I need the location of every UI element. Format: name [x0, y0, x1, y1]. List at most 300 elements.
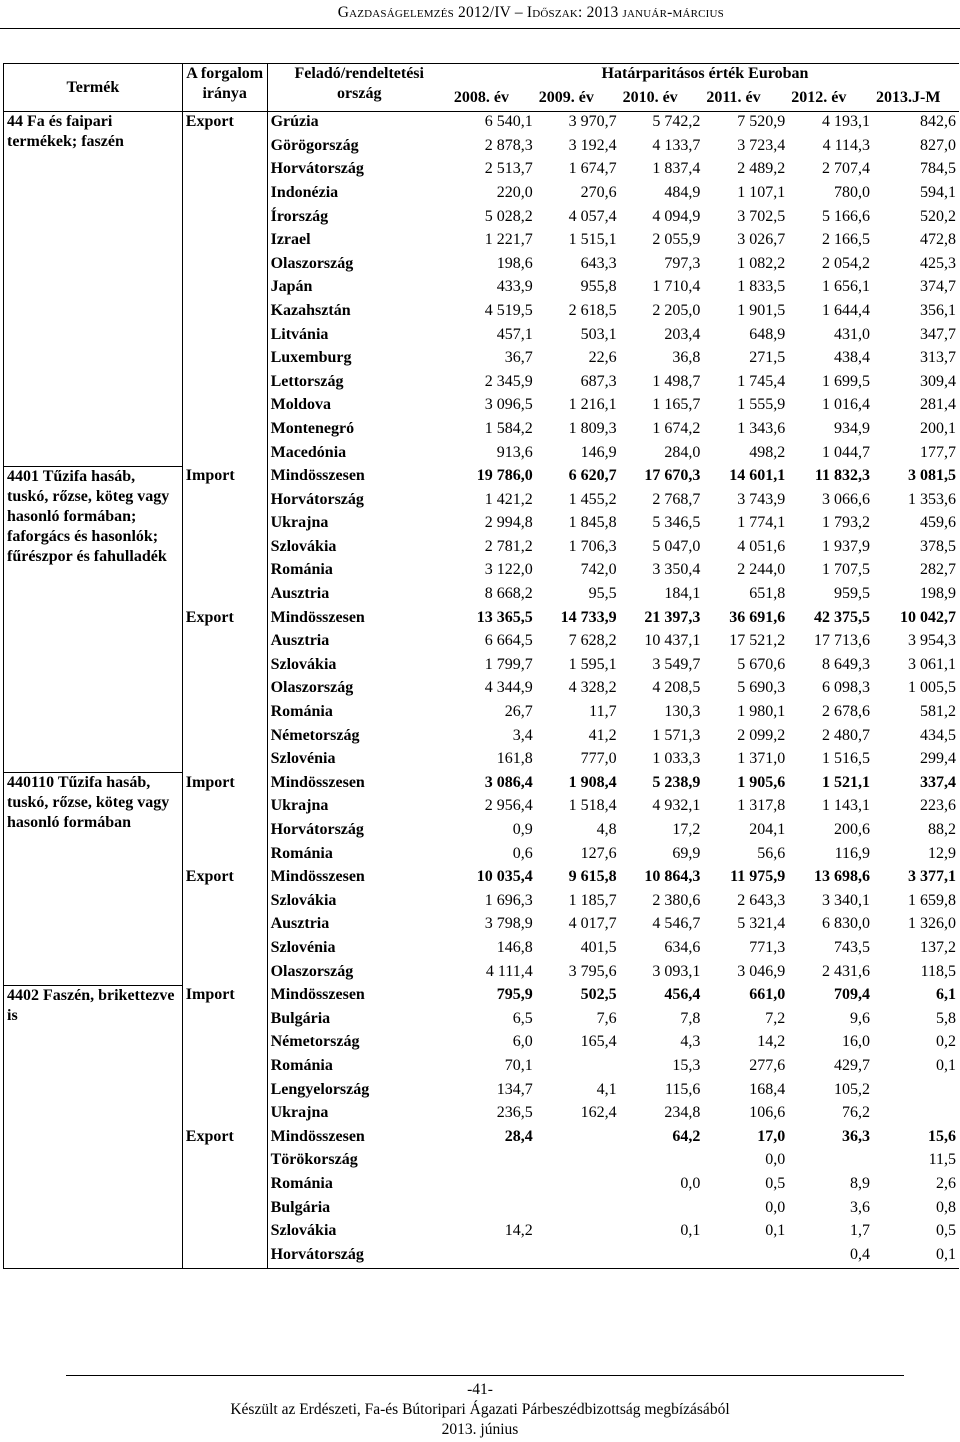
value-cell: 137,2: [920, 938, 956, 956]
value-cell: 13 365,5: [476, 608, 533, 626]
value-cell: 1 710,4: [652, 278, 701, 296]
value-cell: 0,1: [873, 1245, 959, 1269]
value-cell: 459,6: [920, 514, 956, 532]
value-cell: 17 670,3: [644, 467, 701, 485]
country-name: Szlovénia: [270, 750, 336, 768]
value-cell: 11 975,9: [730, 868, 786, 886]
value-cell: 15,3: [672, 1056, 701, 1074]
value-cell: 3,6: [850, 1198, 871, 1216]
footer-line-1: Készült az Erdészeti, Fa-és Bútoripari Ágazati Párbeszédbizottság megbízásából: [230, 1401, 730, 1418]
product-name: 44 Fa és faipari termékek; faszén: [4, 112, 183, 466]
value-cell: 1 165,7: [652, 396, 701, 414]
value-cell: 374,7: [920, 278, 956, 296]
col-year: 2011. év: [703, 88, 788, 112]
footer-page-number: -41-: [467, 1381, 493, 1398]
country-name: Kazahsztán: [270, 301, 351, 319]
value-cell: 36 691,6: [729, 608, 786, 626]
country-name: Horvátország: [270, 821, 364, 838]
value-cell: 1 555,9: [737, 396, 786, 414]
value-cell: 1 674,7: [568, 160, 617, 178]
value-cell: 780,0: [834, 183, 871, 201]
country-name: Grúzia: [270, 113, 319, 131]
value-cell: 5 742,2: [652, 113, 701, 131]
value-cell: 433,9: [496, 278, 533, 296]
value-cell: 2 878,3: [484, 136, 533, 154]
value-cell: 4 057,4: [568, 207, 617, 225]
value-cell: 1 221,7: [484, 231, 533, 249]
value-cell: 5 346,5: [652, 514, 701, 532]
table-row: [4, 773, 960, 797]
value-cell: 784,5: [920, 160, 956, 178]
value-cell: 1 793,2: [822, 514, 871, 532]
value-cell: 6,1: [936, 986, 956, 1004]
value-cell: 234,8: [664, 1104, 701, 1122]
value-cell: 4 519,5: [484, 301, 533, 319]
value-cell: 5 047,0: [652, 537, 701, 555]
value-cell: 1 674,2: [652, 419, 701, 437]
value-cell: 0,4: [788, 1245, 873, 1269]
value-cell: 1 343,6: [737, 419, 786, 437]
value-cell: 1 515,1: [568, 231, 617, 249]
value-cell: 2 205,0: [652, 301, 701, 319]
value-cell: 1 707,5: [822, 561, 871, 579]
value-cell: 3 340,1: [822, 891, 871, 909]
value-cell: 502,5: [580, 986, 617, 1004]
country-name: Lettország: [270, 372, 344, 390]
value-cell: 3 061,1: [908, 655, 956, 673]
value-cell: 842,6: [920, 113, 956, 131]
value-cell: 4 017,7: [568, 915, 617, 933]
value-cell: 503,1: [580, 325, 617, 343]
value-cell: 4 133,7: [652, 136, 701, 154]
value-cell: 282,7: [920, 561, 956, 579]
value-cell: 3 795,6: [568, 962, 617, 980]
value-cell: 7,8: [680, 1009, 701, 1027]
value-cell: 1 799,7: [484, 655, 533, 673]
direction-label: Export: [182, 608, 267, 773]
value-cell: 378,5: [920, 537, 956, 555]
value-cell: [620, 1198, 704, 1222]
direction-label: Import: [182, 466, 267, 608]
country-name: Izrael: [270, 231, 311, 249]
product-name: 4401 Tűzifa hasáb, tuskó, rőzse, köteg vagy hasonló formában; faforgács és hasonlók; fűrészpor és fahulladék: [4, 466, 183, 773]
value-cell: 284,0: [664, 443, 701, 461]
value-cell: 6 830,0: [822, 915, 871, 933]
country-name: Törökország: [270, 1151, 358, 1169]
value-cell: 431,0: [834, 325, 871, 343]
value-cell: 1 937,9: [822, 537, 871, 555]
direction-label: Export: [182, 112, 267, 466]
value-cell: 1 644,4: [822, 301, 871, 319]
value-cell: 1 353,6: [908, 490, 956, 508]
value-cell: 184,1: [664, 585, 701, 603]
country-name: Bulgária: [270, 1198, 331, 1216]
value-cell: 2 768,7: [652, 490, 701, 508]
value-cell: 313,7: [920, 349, 956, 367]
value-cell: [536, 1174, 620, 1198]
direction-label: Import: [182, 773, 267, 867]
value-cell: 797,3: [664, 254, 701, 272]
value-cell: 594,1: [920, 183, 956, 201]
value-cell: 456,4: [664, 986, 701, 1004]
value-cell: 472,8: [920, 231, 956, 249]
value-cell: 3 549,7: [652, 655, 701, 673]
country-name: Macedónia: [270, 443, 347, 461]
value-cell: 827,0: [920, 136, 956, 154]
value-cell: 13 698,6: [814, 868, 871, 886]
value-cell: 648,9: [749, 325, 786, 343]
value-cell: 2 480,7: [822, 726, 871, 744]
value-cell: 6,5: [512, 1009, 533, 1027]
value-cell: 6,0: [512, 1033, 533, 1051]
value-cell: 934,9: [834, 419, 871, 437]
value-cell: 236,5: [496, 1104, 533, 1122]
value-cell: 4 094,9: [652, 207, 701, 225]
value-cell: 2 489,2: [737, 160, 786, 178]
country-name: Németország: [270, 1033, 360, 1051]
value-cell: 1 044,7: [822, 443, 871, 461]
value-cell: 643,3: [580, 254, 617, 272]
value-cell: 2 244,0: [737, 561, 786, 579]
value-cell: 2 380,6: [652, 891, 701, 909]
value-cell: 4 932,1: [652, 797, 701, 815]
product-name: 4402 Faszén, brikettezve is: [4, 985, 183, 1269]
value-cell: 16,0: [842, 1033, 871, 1051]
value-cell: [788, 1150, 873, 1174]
value-cell: 955,8: [580, 278, 617, 296]
value-cell: 2,6: [936, 1174, 956, 1192]
value-cell: 3 702,5: [737, 207, 786, 225]
value-cell: 281,4: [920, 396, 956, 414]
col-direction: A forgalom iránya: [182, 64, 267, 112]
value-cell: 1 809,3: [568, 419, 617, 437]
value-cell: 425,3: [920, 254, 956, 272]
value-cell: 1 571,3: [652, 726, 701, 744]
value-cell: 3 096,5: [484, 396, 533, 414]
value-cell: 162,4: [580, 1104, 617, 1122]
value-cell: 0,5: [936, 1222, 956, 1240]
value-cell: 1 774,1: [737, 514, 786, 532]
value-cell: 165,4: [580, 1033, 617, 1051]
table-row: [4, 466, 960, 490]
value-cell: 21 397,3: [644, 608, 701, 626]
value-cell: 7,6: [596, 1009, 617, 1027]
value-cell: 709,4: [834, 986, 871, 1004]
value-cell: 106,6: [749, 1104, 786, 1122]
value-cell: 7 628,2: [568, 632, 617, 650]
header-title: Gazdaságelemzés 2012/IV – Időszak: 2013 január-március: [337, 4, 724, 21]
value-cell: 1 143,1: [822, 797, 871, 815]
value-cell: 17,2: [672, 821, 701, 838]
value-cell: 28,4: [504, 1127, 533, 1145]
value-cell: 1 699,5: [822, 372, 871, 390]
value-cell: 2 054,2: [822, 254, 871, 272]
value-cell: 69,9: [672, 844, 701, 862]
value-cell: 1 595,1: [568, 655, 617, 673]
value-cell: 277,6: [749, 1056, 786, 1074]
table-body: [4, 112, 960, 1269]
value-cell: 2 345,9: [484, 372, 533, 390]
value-cell: 11,5: [928, 1151, 956, 1169]
value-cell: 6 098,3: [822, 679, 871, 697]
country-name: Szlovákia: [270, 891, 337, 909]
value-cell: [620, 1150, 704, 1174]
value-cell: [536, 1221, 620, 1245]
value-cell: [451, 1150, 536, 1174]
country-name: Mindösszesen: [270, 868, 365, 886]
country-name: Lengyelország: [270, 1080, 370, 1098]
value-cell: 14 601,1: [729, 467, 786, 485]
country-name: Olaszország: [270, 254, 354, 272]
value-cell: 12,9: [928, 844, 956, 862]
trade-table: [3, 63, 959, 1269]
value-cell: 3 192,4: [568, 136, 617, 154]
country-name: Mindösszesen: [270, 1127, 365, 1145]
footer-line-2: 2013. június: [441, 1421, 519, 1438]
value-cell: 0,2: [936, 1033, 956, 1051]
value-cell: 22,6: [588, 349, 617, 367]
country-name: Írország: [270, 207, 329, 225]
value-cell: 36,3: [842, 1127, 871, 1145]
value-cell: 10 864,3: [644, 868, 701, 886]
value-cell: 168,4: [749, 1080, 786, 1098]
country-name: Horvátország: [270, 490, 364, 508]
value-cell: 7,2: [765, 1009, 786, 1027]
value-cell: 200,6: [834, 821, 871, 838]
country-name: Mindösszesen: [270, 608, 365, 626]
value-cell: 434,5: [920, 726, 956, 744]
value-cell: 14,2: [504, 1222, 533, 1240]
value-cell: [620, 1245, 704, 1269]
country-name: Románia: [270, 703, 333, 721]
value-cell: 115,6: [664, 1080, 701, 1098]
value-cell: 347,7: [920, 325, 956, 343]
value-cell: 42 375,5: [814, 608, 871, 626]
value-cell: 0,1: [936, 1056, 956, 1074]
country-name: Ausztria: [270, 915, 330, 933]
value-cell: 438,4: [834, 349, 871, 367]
country-name: Szlovákia: [270, 1222, 337, 1240]
value-cell: 11,7: [589, 703, 617, 721]
value-cell: 1 326,0: [908, 915, 956, 933]
direction-label: Export: [182, 1127, 267, 1269]
value-cell: 14,2: [757, 1033, 786, 1051]
value-cell: 1 518,4: [568, 797, 617, 815]
value-cell: 2 781,2: [484, 537, 533, 555]
country-name: Indonézia: [270, 183, 339, 201]
value-cell: [703, 1245, 788, 1269]
value-cell: 130,3: [664, 703, 701, 721]
value-cell: 4,3: [680, 1033, 701, 1051]
value-cell: 1 837,4: [652, 160, 701, 178]
col-year: 2013.J-M: [873, 88, 959, 112]
value-cell: 41,2: [588, 726, 617, 744]
value-cell: 6 540,1: [484, 113, 533, 131]
col-country: Feladó/rendeltetési ország: [267, 64, 451, 112]
value-cell: 1 833,5: [737, 278, 786, 296]
country-name: Mindösszesen: [270, 773, 365, 791]
value-cell: 771,3: [749, 938, 786, 956]
value-cell: 5 166,6: [822, 207, 871, 225]
direction-label: Export: [182, 867, 267, 985]
value-cell: 687,3: [580, 372, 617, 390]
value-cell: 4 111,4: [485, 962, 533, 980]
value-cell: 520,2: [920, 207, 956, 225]
value-cell: 401,5: [580, 938, 617, 956]
value-cell: 220,0: [496, 183, 533, 201]
country-name: Románia: [270, 844, 333, 862]
value-cell: 0,1: [765, 1222, 786, 1240]
value-cell: 17,0: [757, 1127, 786, 1145]
value-cell: 10 035,4: [476, 868, 533, 886]
value-cell: 8,9: [850, 1174, 871, 1192]
value-cell: 795,9: [496, 986, 533, 1004]
country-name: Románia: [270, 1174, 333, 1192]
country-name: Szlovákia: [270, 655, 337, 673]
value-cell: 742,0: [580, 561, 617, 579]
footer-rule: [66, 1375, 904, 1376]
value-cell: 15,6: [928, 1127, 956, 1145]
country-name: Ukrajna: [270, 1104, 329, 1122]
value-cell: 1 908,4: [568, 773, 617, 791]
value-cell: 661,0: [749, 986, 786, 1004]
value-cell: 9,6: [850, 1009, 871, 1027]
value-cell: 1 845,8: [568, 514, 617, 532]
value-cell: 3 081,5: [908, 467, 956, 485]
value-cell: 161,8: [496, 750, 533, 768]
country-name: Szlovénia: [270, 938, 336, 956]
value-cell: 3 066,6: [822, 490, 871, 508]
value-cell: 3,4: [512, 726, 533, 744]
value-cell: 651,8: [749, 585, 786, 603]
value-cell: 118,5: [920, 962, 956, 980]
value-cell: 88,2: [928, 821, 956, 838]
value-cell: 2 956,4: [484, 797, 533, 815]
header-row-1: [4, 64, 960, 88]
value-cell: [536, 1127, 620, 1151]
country-name: Olaszország: [270, 679, 354, 697]
value-cell: 5 321,4: [737, 915, 786, 933]
value-cell: 2 099,2: [737, 726, 786, 744]
country-name: Horvátország: [270, 160, 364, 178]
value-cell: 3 743,9: [737, 490, 786, 508]
country-name: Montenegró: [270, 419, 355, 437]
value-cell: 457,1: [496, 325, 533, 343]
value-cell: [451, 1245, 536, 1269]
country-name: Japán: [270, 278, 313, 296]
col-year: 2012. év: [788, 88, 873, 112]
value-cell: 1 016,4: [822, 396, 871, 414]
table-row: [4, 985, 960, 1009]
country-name: Görögország: [270, 136, 359, 154]
value-cell: 429,7: [834, 1056, 871, 1074]
value-cell: 3 086,4: [484, 773, 533, 791]
page-header: [0, 0, 960, 34]
value-cell: 4,8: [596, 821, 617, 838]
value-cell: 4 208,5: [652, 679, 701, 697]
value-cell: 1 185,7: [568, 891, 617, 909]
value-cell: 11 832,3: [814, 467, 871, 485]
value-cell: 4 051,6: [737, 537, 786, 555]
value-cell: 1 745,4: [737, 372, 786, 390]
value-cell: 634,6: [664, 938, 701, 956]
value-cell: 3 798,9: [484, 915, 533, 933]
value-cell: 95,5: [588, 585, 617, 603]
value-cell: 3 377,1: [908, 868, 956, 886]
value-cell: 4 344,9: [484, 679, 533, 697]
value-cell: 1 371,0: [737, 750, 786, 768]
value-cell: 8 649,3: [822, 655, 871, 673]
value-cell: 1 317,8: [737, 797, 786, 815]
value-cell: 0,0: [765, 1151, 786, 1169]
header-rule: [0, 28, 960, 29]
value-cell: 0,0: [765, 1198, 786, 1216]
col-year: 2009. év: [536, 88, 620, 112]
value-cell: 8 668,2: [484, 585, 533, 603]
value-cell: 7 520,9: [737, 113, 786, 131]
value-cell: 6 620,7: [568, 467, 617, 485]
value-cell: 1 656,1: [822, 278, 871, 296]
value-cell: 76,2: [842, 1104, 871, 1122]
country-name: Mindösszesen: [270, 986, 365, 1004]
value-cell: 1 521,1: [822, 773, 871, 791]
value-cell: 0,9: [512, 821, 533, 838]
value-cell: 17 521,2: [729, 632, 786, 650]
value-cell: 1 706,3: [568, 537, 617, 555]
value-cell: 4 546,7: [652, 915, 701, 933]
value-cell: [451, 1198, 536, 1222]
value-cell: 3 954,3: [908, 632, 956, 650]
value-cell: 0,6: [512, 844, 533, 862]
value-cell: 70,1: [504, 1056, 533, 1074]
value-cell: 36,7: [504, 349, 533, 367]
value-cell: 203,4: [664, 325, 701, 343]
value-cell: 1 516,5: [822, 750, 871, 768]
value-cell: 5 670,6: [737, 655, 786, 673]
country-name: Németország: [270, 726, 360, 744]
value-cell: 2 643,3: [737, 891, 786, 909]
value-cell: 959,5: [834, 585, 871, 603]
value-cell: 484,9: [664, 183, 701, 201]
value-cell: 3 093,1: [652, 962, 701, 980]
value-cell: 2 618,5: [568, 301, 617, 319]
country-name: Szlovákia: [270, 537, 337, 555]
value-cell: 270,6: [580, 183, 617, 201]
value-cell: 177,7: [920, 443, 956, 461]
value-cell: 10 042,7: [900, 608, 956, 626]
value-cell: 2 055,9: [652, 231, 701, 249]
country-name: Mindösszesen: [270, 467, 365, 485]
value-cell: 4 328,2: [568, 679, 617, 697]
value-cell: 1 455,2: [568, 490, 617, 508]
value-cell: 3 350,4: [652, 561, 701, 579]
value-cell: 913,6: [496, 443, 533, 461]
value-cell: 9 615,8: [568, 868, 617, 886]
value-cell: 3 970,7: [568, 113, 617, 131]
value-cell: 356,1: [920, 301, 956, 319]
value-cell: 1 584,2: [484, 419, 533, 437]
country-name: Horvátország: [267, 1245, 451, 1269]
value-cell: 1 005,5: [908, 679, 956, 697]
value-cell: 200,1: [920, 419, 956, 437]
value-cell: 498,2: [749, 443, 786, 461]
table-row: [4, 112, 960, 136]
country-name: Románia: [270, 1056, 333, 1074]
value-cell: 17 713,6: [814, 632, 871, 650]
value-cell: 146,9: [580, 443, 617, 461]
country-name: Ukrajna: [270, 514, 329, 532]
col-value-group: Határparitásos érték Euroban: [451, 64, 959, 88]
